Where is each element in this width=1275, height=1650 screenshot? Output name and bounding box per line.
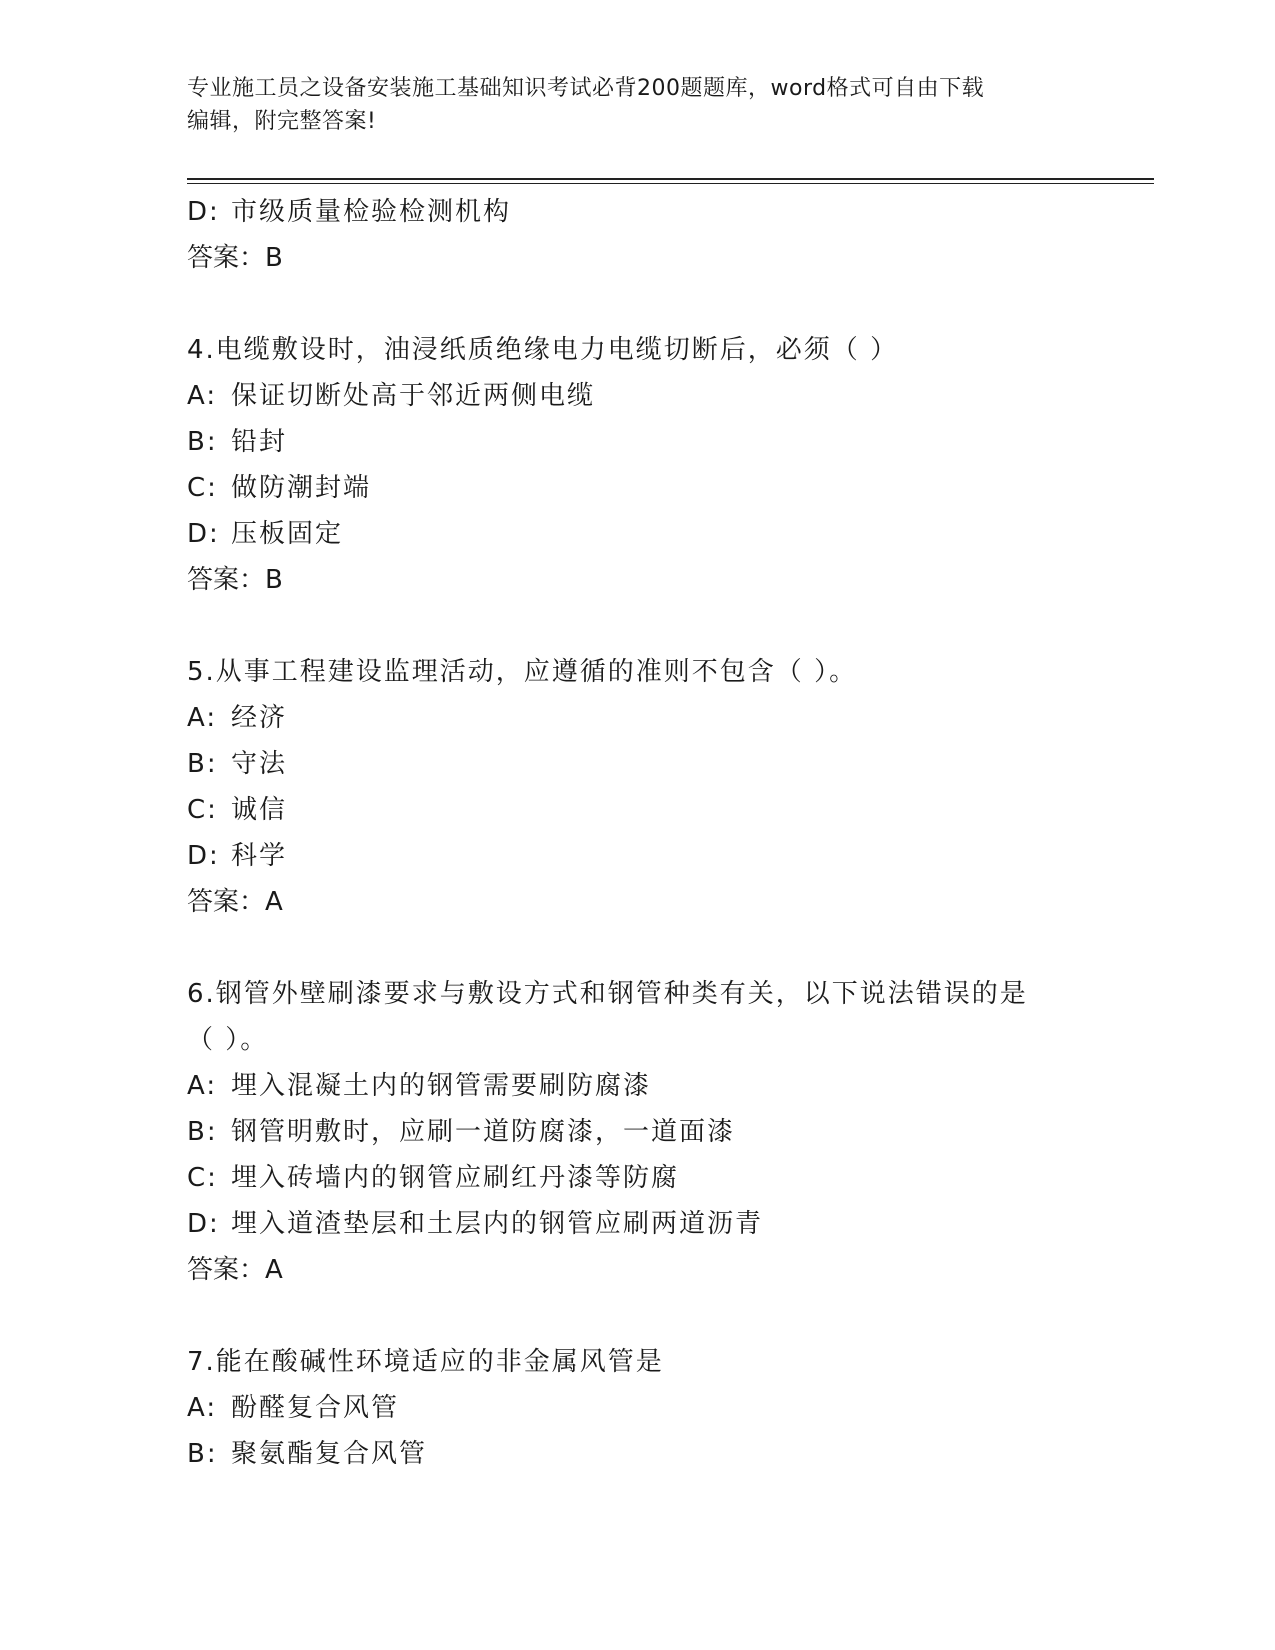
q4-option-b xyxy=(187,419,1147,465)
q6-stem-line-2: （ ）。 xyxy=(187,1025,269,1055)
option-text: 酚醛复合风管 xyxy=(231,1393,400,1423)
option-text: 做防潮封端 xyxy=(231,473,372,503)
question-list xyxy=(187,189,1147,1477)
option-text: 埋入道渣垫层和土层内的钢管应刷两道沥青 xyxy=(231,1209,764,1239)
q7-option-a xyxy=(187,1385,1147,1431)
q7-stem: 7.能在酸碱性环境适应的非金属风管是 xyxy=(187,1347,664,1377)
option-label: B: xyxy=(187,427,218,457)
q5-option-c xyxy=(187,787,1147,833)
q6-option-a xyxy=(187,1063,1147,1109)
spacer xyxy=(187,603,1147,649)
option-label: C: xyxy=(187,1163,218,1193)
option-label: B: xyxy=(187,749,218,779)
spacer xyxy=(187,925,1147,971)
q5-option-d xyxy=(187,833,1147,879)
option-label: A: xyxy=(187,1071,218,1101)
document-header xyxy=(187,72,1087,138)
option-label: B: xyxy=(187,1439,218,1469)
q5-option-a xyxy=(187,695,1147,741)
q5-stem: 5.从事工程建设监理活动，应遵循的准则不包含（ ）。 xyxy=(187,657,858,687)
header-title-line-1: 专业施工员之设备安装施工基础知识考试必背200题题库，word格式可自由下载 xyxy=(187,76,985,101)
option-text: 埋入砖墙内的钢管应刷红丹漆等防腐 xyxy=(231,1163,680,1193)
option-text: 诚信 xyxy=(231,795,288,825)
q4-option-d xyxy=(187,511,1147,557)
q3-option-d xyxy=(187,189,1147,235)
q4-option-c xyxy=(187,465,1147,511)
q6-option-d xyxy=(187,1201,1147,1247)
option-label: B: xyxy=(187,1117,218,1147)
option-label: A: xyxy=(187,381,218,411)
spacer xyxy=(187,281,1147,327)
q7-option-b xyxy=(187,1431,1147,1477)
option-text: 科学 xyxy=(231,841,288,871)
option-label: C: xyxy=(187,795,218,825)
q5-answer: 答案：A xyxy=(187,887,283,917)
option-text: 钢管明敷时，应刷一道防腐漆，一道面漆 xyxy=(231,1117,736,1147)
option-label: D: xyxy=(187,841,220,871)
q6-answer: 答案：A xyxy=(187,1255,283,1285)
option-text: 铅封 xyxy=(231,427,288,457)
option-label: C: xyxy=(187,473,218,503)
q4-option-a xyxy=(187,373,1147,419)
option-label: A: xyxy=(187,1393,218,1423)
option-text: 经济 xyxy=(231,703,288,733)
q6-option-b xyxy=(187,1109,1147,1155)
header-title-line-2: 编辑，附完整答案! xyxy=(187,109,377,134)
option-label: D: xyxy=(187,197,220,227)
q6-stem-line-1: 6.钢管外壁刷漆要求与敷设方式和钢管种类有关，以下说法错误的是 xyxy=(187,979,1028,1009)
option-text: 守法 xyxy=(231,749,288,779)
option-text: 保证切断处高于邻近两侧电缆 xyxy=(231,381,596,411)
option-text: 聚氨酯复合风管 xyxy=(231,1439,428,1469)
q6-option-c xyxy=(187,1155,1147,1201)
spacer xyxy=(187,1293,1147,1339)
option-label: D: xyxy=(187,1209,220,1239)
header-divider-thin xyxy=(187,183,1154,184)
q4-stem: 4.电缆敷设时，油浸纸质绝缘电力电缆切断后，必须（ ） xyxy=(187,335,899,365)
q4-answer: 答案：B xyxy=(187,565,283,595)
q3-answer: 答案：B xyxy=(187,243,283,273)
option-text: 压板固定 xyxy=(231,519,344,549)
option-label: A: xyxy=(187,703,218,733)
option-text: 市级质量检验检测机构 xyxy=(231,197,512,227)
q5-option-b xyxy=(187,741,1147,787)
option-label: D: xyxy=(187,519,220,549)
header-divider-thick xyxy=(187,178,1154,180)
option-text: 埋入混凝土内的钢管需要刷防腐漆 xyxy=(231,1071,652,1101)
